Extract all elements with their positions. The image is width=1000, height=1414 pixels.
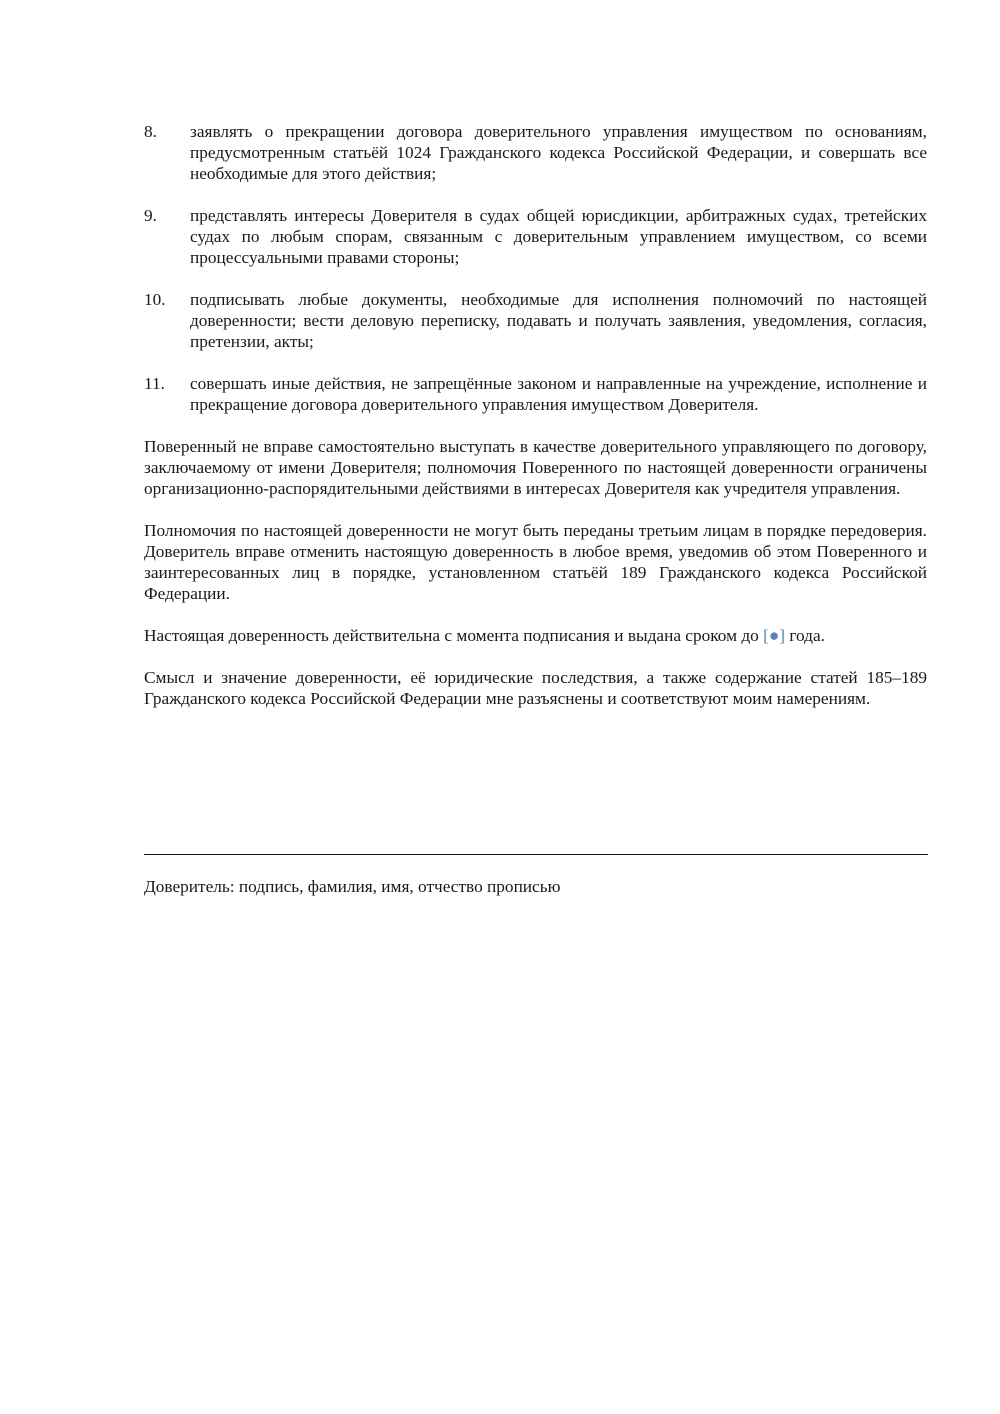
list-item-9 <box>144 205 927 268</box>
list-text: совершать иные действия, не запрещённые законом и направленные на учреждение, исполнение и прекращение договора доверительного управления имуществом Доверителя. <box>190 374 927 414</box>
list-text: заявлять о прекращении договора доверительного управления имуществом по основаниям, предусмотренным статьёй 1024 Гражданского кодекса Российской Федерации, и совершать все необходимые для этого действия; <box>190 122 927 183</box>
list-number: 9. <box>144 206 157 225</box>
signature-line <box>144 854 928 855</box>
list-item-11 <box>144 373 927 415</box>
validity-text-after: года. <box>785 626 825 645</box>
list-text: представлять интересы Доверителя в судах общей юрисдикции, арбитражных судах, третейских судах по любым спорам, связанным с доверительным управлением имуществом, со всеми процессуальными правами стороны; <box>190 206 927 267</box>
revocation-paragraph: Полномочия по настоящей доверенности не могут быть переданы третьим лицам в порядке передоверия. Доверитель вправе отменить настоящую доверенность в любое время, уведомив об этом Поверенного и заинтересованных лиц в порядке, установленном статьёй 189 Гражданского кодекса Российской Федерации. <box>144 521 927 603</box>
acknowledgement-paragraph: Смысл и значение доверенности, её юридические последствия, а также содержание статей 185–189 Гражданского кодекса Российской Федерации мне разъяснены и соответствуют моим намерениям. <box>144 668 927 708</box>
limitation-paragraph: Поверенный не вправе самостоятельно выступать в качестве доверительного управляющего по договору, заключаемому от имени Доверителя; полномочия Поверенного по настоящей доверенности ограничены организационно-распорядительными действиями в интересах Доверителя как учредителя управления. <box>144 437 927 498</box>
validity-paragraph <box>144 625 927 646</box>
document-body <box>144 121 927 730</box>
list-number: 8. <box>144 122 157 141</box>
list-item-10 <box>144 289 927 352</box>
validity-text-before: Настоящая доверенность действительна с момента подписания и выдана сроком до <box>144 626 764 645</box>
signature-block <box>144 854 928 897</box>
list-text: подписывать любые документы, необходимые для исполнения полномочий по настоящей доверенности; вести деловую переписку, подавать и получать заявления, уведомления, согласия, претензии, акты; <box>190 290 927 351</box>
signature-caption: Доверитель: подпись, фамилия, имя, отчество прописью <box>144 877 561 896</box>
list-number: 10. <box>144 290 166 309</box>
list-item-8 <box>144 121 927 184</box>
list-number: 11. <box>144 374 165 393</box>
date-placeholder[interactable]: [●] <box>763 626 786 645</box>
